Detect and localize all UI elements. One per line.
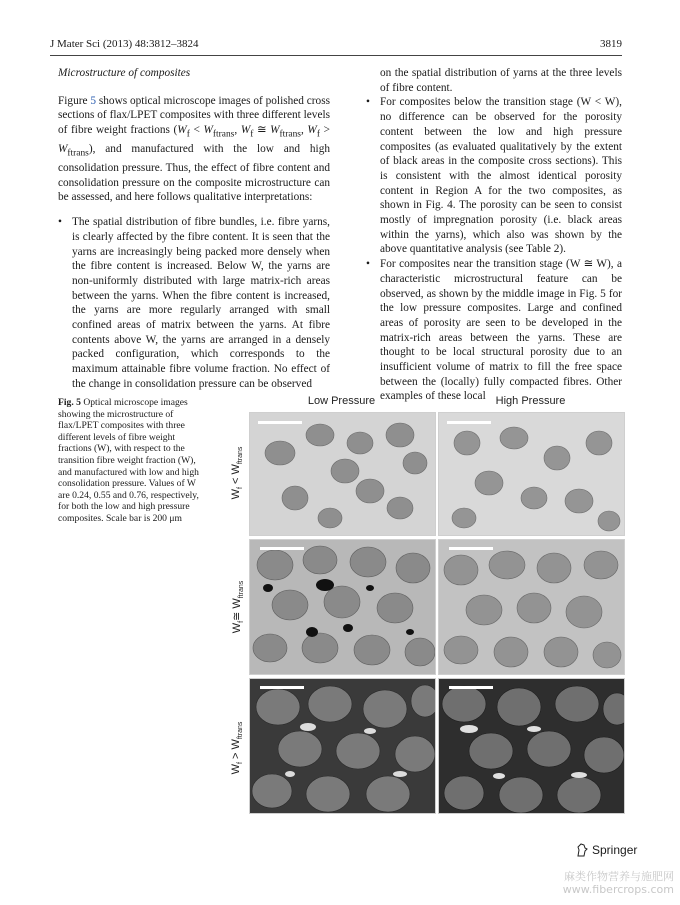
header-rule [50, 55, 622, 56]
continued-text: on the spatial distribution of yarns at the three levels of fibre content. [380, 67, 622, 94]
micrograph-high-above [438, 678, 625, 814]
caption-label: Fig. 5 [58, 397, 81, 408]
figure-caption [58, 397, 206, 525]
figure-5-link[interactable]: 5 [90, 94, 97, 107]
section-title: Microstructure of composites [58, 67, 191, 79]
micrograph-high-near [438, 539, 625, 675]
bullet-yarn-distribution: • The spatial distribution of fibre bundles, i.e. fibre yarns, is clearly affected by the fibre content. It is seen that the yarns are increasingly being packed more densely when the fibre content is increased. Below W, the yarns are non-uniformly distributed with large matrix-rich areas between the yarns. When the fibre content is increased, the yarns are more regularly arranged with small confined areas of matrix between the yarns. At fibre contents above W, the yarns are arranged in a densely packed configuration, which corresponds to the maximum attainable fibre volume fraction. No effect of the change in consolidation pressure can be observed [58, 215, 330, 391]
scale-bar [258, 421, 302, 424]
col-header-low-pressure: Low Pressure [307, 395, 376, 407]
publisher-logo [576, 843, 637, 857]
intro-paragraph: Figure 5 shows optical microscope images of polished cross sections of flax/LPET composites with three different levels of fibre weight fractions ($W_f < W_{ftrans}$, $W_f$ ≅ $W_{ftrans}$, $W_f > W_{ftrans}$), and manufactured with the low and high consolidation pressure. Thus, the effect of fibre content and consolidation pressure on the composite microstructure can be assessed, and here follows qualitative interpretations: [58, 94, 330, 204]
scale-bar [449, 686, 493, 689]
bullet-list-left [58, 215, 330, 391]
scale-bar [449, 547, 493, 550]
col-header-high-pressure: High Pressure [495, 395, 566, 407]
bullet-near-transition: • For composites near the transition stage (W ≅ W), a characteristic microstructural feature can be observed, as shown by the middle image in Fig. 5 for the low pressure composites. Large and confined areas of porosity are seen to be developed in the matrix-rich areas between the yarns. These are thought to be local structural porosity due to an insufficient volume of matrix to fill the free space between the (locally) fully compacted fibres. Other examples of these local [366, 257, 622, 404]
page-number: 3819 [600, 38, 622, 50]
micrograph-low-below [249, 412, 436, 536]
micrograph-high-below [438, 412, 625, 536]
bullet-list-right [366, 95, 622, 404]
scale-bar [260, 686, 304, 689]
publisher-name: Springer [592, 843, 638, 857]
watermark-cn: 麻类作物营养与施肥网 [564, 870, 674, 883]
bullet-below-transition: • For composites below the transition stage (W < W), no difference can be observed for the porosity content between the low and high pressure composites (as evaluated qualitatively by the extent of black areas in the composite cross sections). This is consistent with the almost identical porosity content in Region A for the two composites, as shown in Fig. 4. The porosity can be seen to consist mostly of impregnation porosity (i.e. black areas within the yarns), which also was shown by the above quantitative analysis (see Table 2). [366, 95, 622, 257]
row-label-near-transition: $W_f≅$ $W_{ftrans}$ [231, 580, 246, 634]
row-label-below-transition: $W_f < W_{ftrans}$ [230, 446, 245, 500]
left-column [58, 66, 330, 392]
watermark [556, 870, 674, 896]
caption-text: Optical microscope images showing the microstructure of flax/LPET composites with three different levels of fibre weight fractions (W), with respect to the transition fibre weight fraction (W), and manufactured with low and high consolidation pressure. Values of W are 0.24, 0.55 and 0.76, respectively, for both the low and high pressure composites. Scale bar is 200 μm [58, 397, 199, 524]
micrograph-low-above [249, 678, 436, 814]
scale-bar [260, 547, 304, 550]
watermark-url: www.fibercrops.com [562, 883, 674, 896]
scale-bar [447, 421, 491, 424]
running-header-journal: J Mater Sci (2013) 48:3812–3824 [50, 38, 199, 50]
springer-horse-icon [576, 843, 588, 857]
right-column [366, 66, 622, 404]
row-label-above-transition: $W_f > W_{ftrans}$ [230, 721, 245, 775]
micrograph-low-near [249, 539, 436, 675]
